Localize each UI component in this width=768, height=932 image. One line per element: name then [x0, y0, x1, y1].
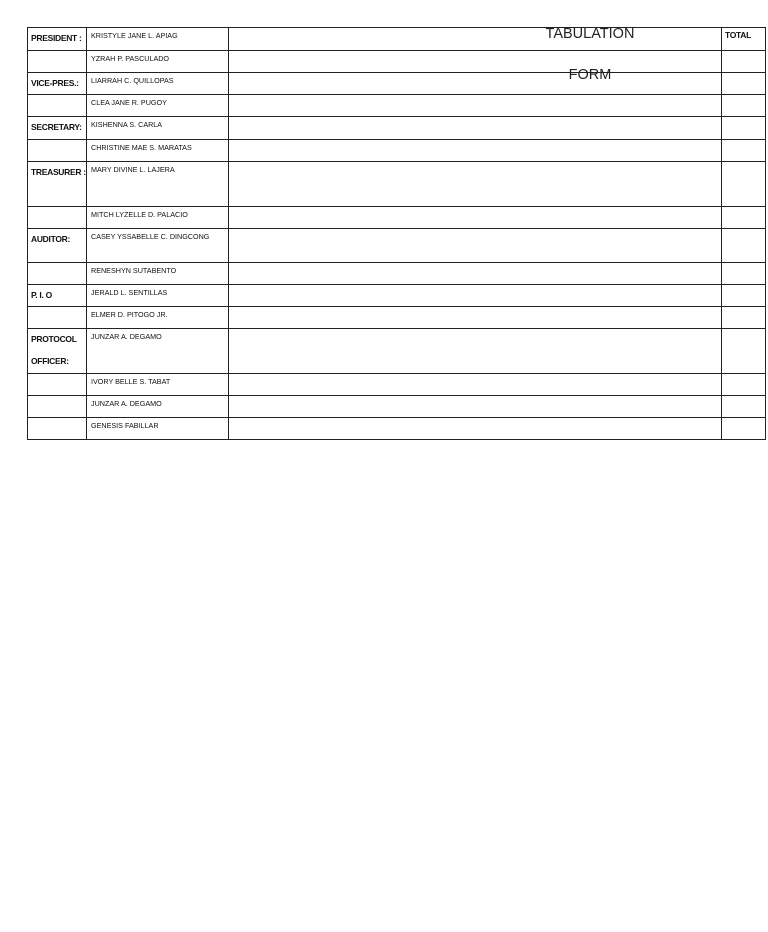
candidate-name: KRISTYLE JANE L. APIAG — [87, 28, 229, 51]
tally-cell[interactable] — [229, 117, 722, 140]
total-cell[interactable] — [722, 161, 766, 206]
tally-cell[interactable] — [229, 374, 722, 396]
position-label: PRESIDENT : — [28, 28, 87, 51]
position-label — [28, 206, 87, 228]
form-title-line2: FORM — [568, 67, 612, 83]
candidate-name: GENESIS FABILLAR — [87, 418, 229, 440]
position-label — [28, 307, 87, 329]
position-label: PROTOCOL OFFICER: — [28, 329, 87, 374]
total-cell[interactable]: TOTAL — [722, 28, 766, 51]
table-row — [28, 117, 766, 140]
position-label — [28, 50, 87, 72]
tally-cell[interactable] — [229, 95, 722, 117]
candidate-name: CLEA JANE R. PUGOY — [87, 95, 229, 117]
candidate-name: YZRAH P. PASCULADO — [87, 50, 229, 72]
total-cell[interactable] — [722, 117, 766, 140]
tally-cell[interactable] — [229, 228, 722, 262]
position-label — [28, 262, 87, 284]
form-title — [520, 14, 660, 96]
table-row — [28, 374, 766, 396]
candidate-name: JERALD L. SENTILLAS — [87, 284, 229, 307]
table-row — [28, 206, 766, 228]
position-label — [28, 139, 87, 161]
candidate-name: JUNZAR A. DEGAMO — [87, 396, 229, 418]
total-cell[interactable] — [722, 396, 766, 418]
position-label — [28, 95, 87, 117]
candidate-name: KISHENNA S. CARLA — [87, 117, 229, 140]
candidate-name: RENESHYN SUTABENTO — [87, 262, 229, 284]
table-row — [28, 161, 766, 206]
position-label — [28, 396, 87, 418]
table-row — [28, 262, 766, 284]
total-cell[interactable] — [722, 50, 766, 72]
candidate-name: IVORY BELLE S. TABAT — [87, 374, 229, 396]
candidate-name: CASEY YSSABELLE C. DINGCONG — [87, 228, 229, 262]
tally-cell[interactable] — [229, 418, 722, 440]
form-title-line1: TABULATION — [545, 26, 635, 42]
candidate-name: MARY DIVINE L. LAJERA — [87, 161, 229, 206]
total-cell[interactable] — [722, 95, 766, 117]
tally-cell[interactable] — [229, 396, 722, 418]
total-cell[interactable] — [722, 206, 766, 228]
tally-cell[interactable] — [229, 307, 722, 329]
table-row — [28, 396, 766, 418]
candidate-name: MITCH LYZELLE D. PALACIO — [87, 206, 229, 228]
candidate-name: ELMER D. PITOGO JR. — [87, 307, 229, 329]
total-cell[interactable] — [722, 329, 766, 374]
candidate-name: LIARRAH C. QUILLOPAS — [87, 72, 229, 95]
total-cell[interactable] — [722, 139, 766, 161]
position-label — [28, 418, 87, 440]
candidate-name: JUNZAR A. DEGAMO — [87, 329, 229, 374]
position-label — [28, 374, 87, 396]
position-label: SECRETARY: — [28, 117, 87, 140]
tally-cell[interactable] — [229, 161, 722, 206]
tally-cell[interactable] — [229, 262, 722, 284]
table-row — [28, 228, 766, 262]
table-row — [28, 329, 766, 374]
candidate-name: CHRISTINE MAE S. MARATAS — [87, 139, 229, 161]
table-row — [28, 95, 766, 117]
total-cell[interactable] — [722, 72, 766, 95]
position-label: P. I. O — [28, 284, 87, 307]
tally-cell[interactable] — [229, 284, 722, 307]
tally-cell[interactable] — [229, 139, 722, 161]
tally-cell[interactable] — [229, 329, 722, 374]
total-cell[interactable] — [722, 374, 766, 396]
table-row — [28, 418, 766, 440]
position-label: TREASURER : — [28, 161, 87, 206]
position-label: AUDITOR: — [28, 228, 87, 262]
position-label: VICE-PRES.: — [28, 72, 87, 95]
tally-cell[interactable] — [229, 206, 722, 228]
total-cell[interactable] — [722, 307, 766, 329]
total-cell[interactable] — [722, 418, 766, 440]
table-row — [28, 307, 766, 329]
table-row — [28, 139, 766, 161]
total-cell[interactable] — [722, 284, 766, 307]
table-row — [28, 284, 766, 307]
total-cell[interactable] — [722, 262, 766, 284]
total-cell[interactable] — [722, 228, 766, 262]
